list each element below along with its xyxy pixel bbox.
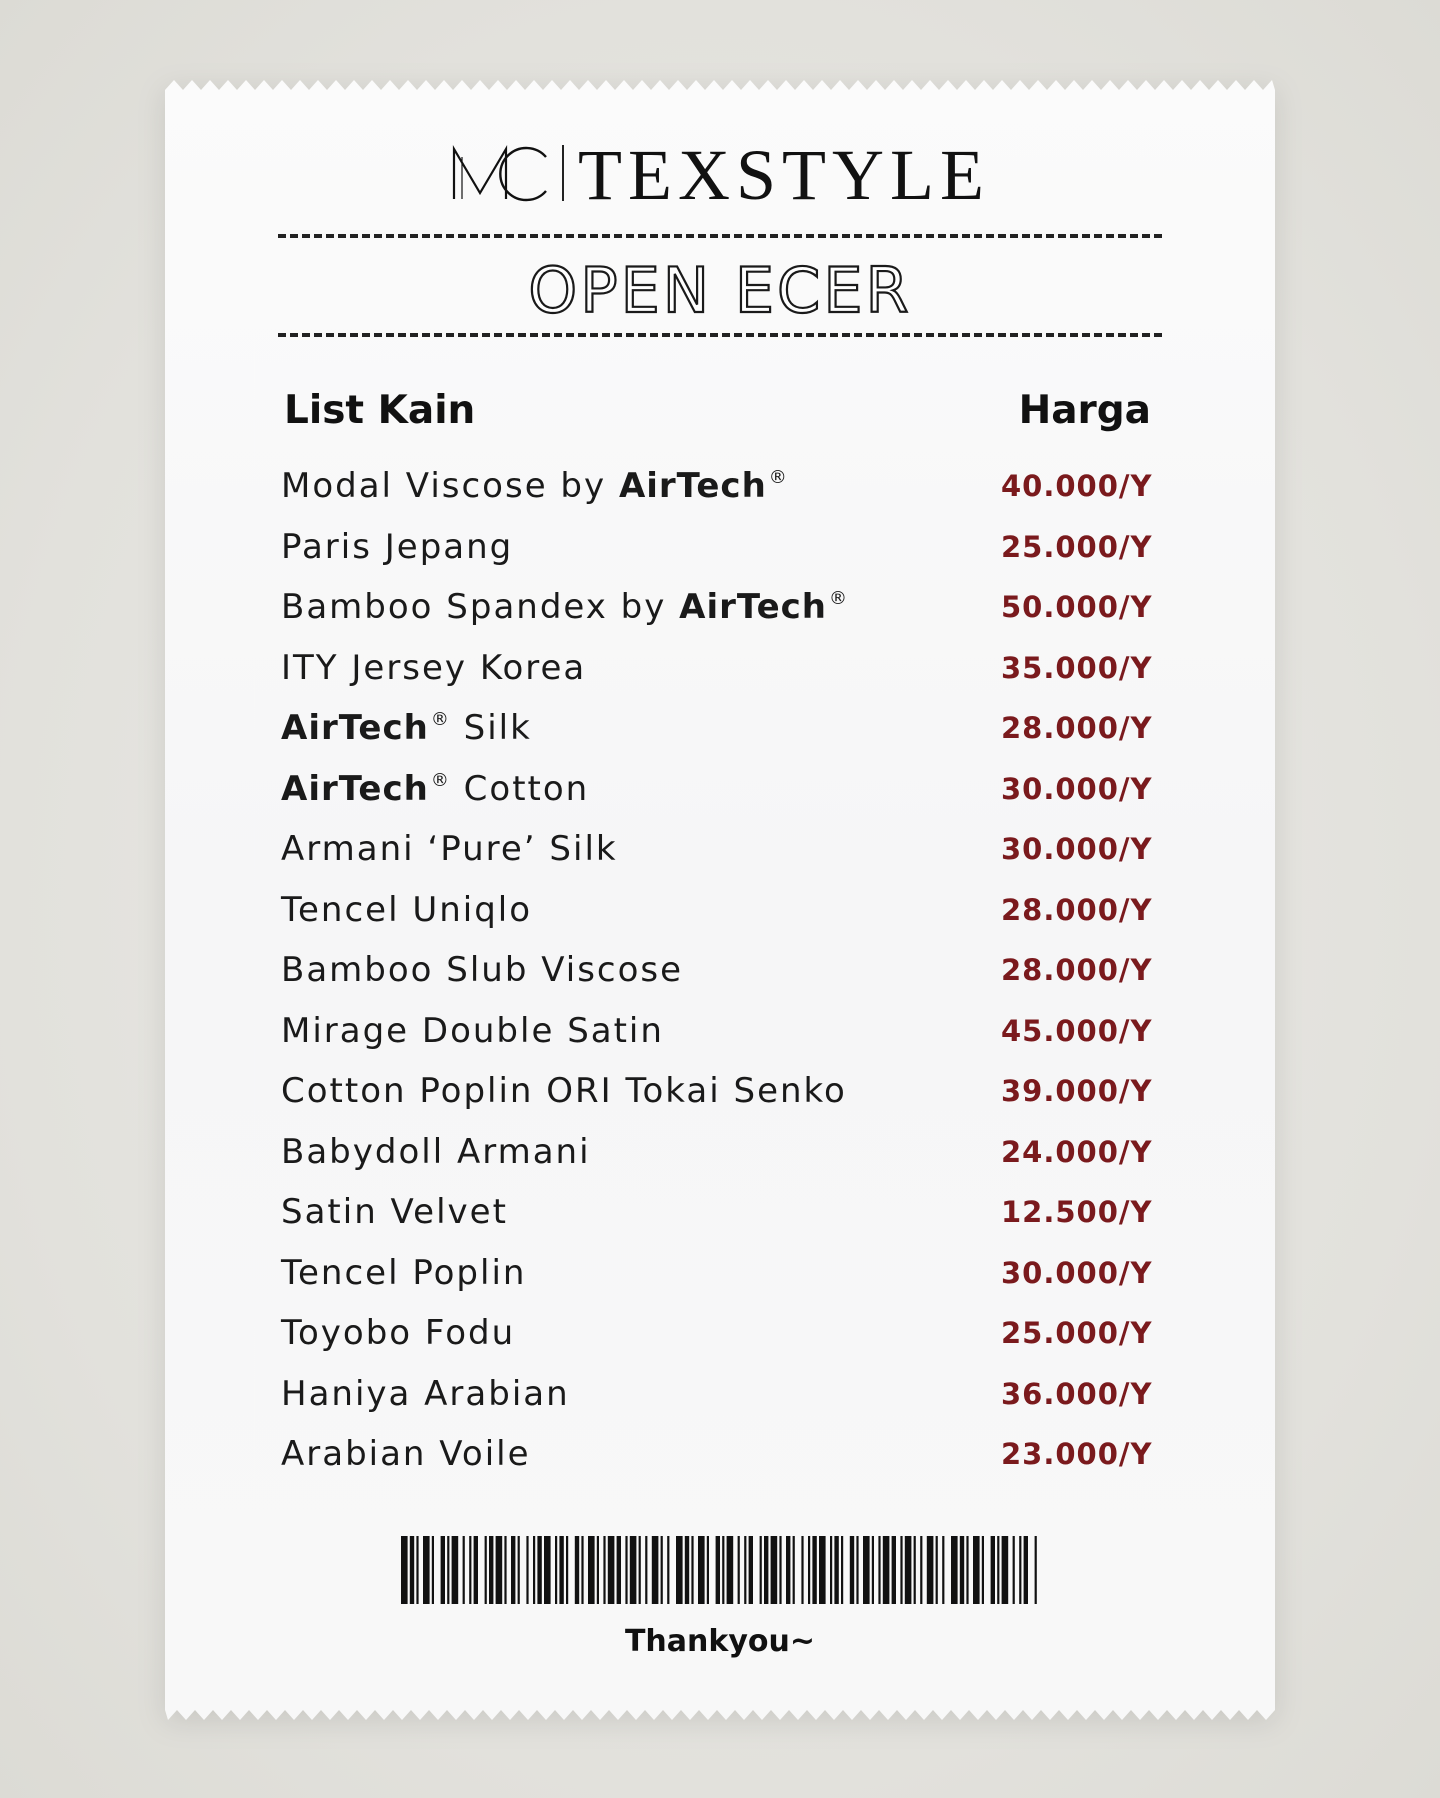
item-price: 39.000/Y <box>1001 1074 1153 1109</box>
barcode-bar <box>401 1536 408 1604</box>
barcode-bar <box>793 1536 795 1604</box>
item-name <box>281 1374 572 1414</box>
brand-name: TEXSTYLE <box>578 134 990 215</box>
barcode-bar <box>786 1536 790 1604</box>
barcode-bar <box>698 1536 705 1604</box>
barcode-bar <box>474 1536 478 1604</box>
item-name <box>281 1132 593 1172</box>
barcode-bar <box>485 1536 487 1604</box>
registered-mark: ® <box>829 588 850 610</box>
barcode-bar <box>982 1536 984 1604</box>
barcode-bar <box>892 1536 896 1604</box>
registered-mark: ® <box>430 709 451 731</box>
item-name <box>281 527 515 567</box>
item-name-text: Arabian Voile <box>281 1434 531 1475</box>
barcode-bar <box>518 1536 520 1604</box>
list-item <box>281 1424 1151 1485</box>
list-item <box>281 940 1151 1001</box>
barcode-bar <box>914 1536 916 1604</box>
item-name <box>281 648 588 688</box>
barcode-bar <box>496 1536 503 1604</box>
barcode-bar <box>1019 1536 1021 1604</box>
price-list <box>281 456 1151 1485</box>
item-name-suffix: Cotton <box>450 768 590 809</box>
item-price: 28.000/Y <box>1001 953 1153 988</box>
barcode-bar <box>863 1536 870 1604</box>
item-price: 45.000/Y <box>1001 1013 1153 1048</box>
item-name <box>281 708 532 748</box>
item-name-text: Toyobo Fodu <box>281 1313 516 1354</box>
barcode-bar <box>779 1536 781 1604</box>
item-name <box>281 829 620 869</box>
item-price: 25.000/Y <box>1001 529 1153 564</box>
barcode-bar <box>625 1536 627 1604</box>
item-brand: AirTech <box>281 768 429 809</box>
item-price: 36.000/Y <box>1001 1376 1153 1411</box>
barcode-bar <box>744 1536 746 1604</box>
item-price: 50.000/Y <box>1001 590 1153 625</box>
column-price-header: Harga <box>1018 387 1151 433</box>
barcode-bar <box>834 1536 838 1604</box>
barcode-bar <box>1002 1536 1009 1604</box>
barcode-bar <box>883 1536 890 1604</box>
column-item-header: List Kain <box>284 387 476 433</box>
item-price: 28.000/Y <box>1001 711 1153 746</box>
barcode-bar <box>727 1536 734 1604</box>
barcode-bar <box>667 1536 669 1604</box>
item-name-text: ITY Jersey Korea <box>281 647 587 688</box>
registered-mark: ® <box>430 769 451 791</box>
item-name <box>281 1192 510 1232</box>
list-item <box>281 517 1151 578</box>
list-item <box>281 880 1151 941</box>
barcode-icon <box>401 1536 1037 1604</box>
barcode-bar <box>608 1536 615 1604</box>
item-price: 30.000/Y <box>1001 771 1153 806</box>
list-item <box>281 1182 1151 1243</box>
barcode-bar <box>526 1536 528 1604</box>
title-text: OPEN ECER <box>528 254 912 326</box>
list-item <box>281 698 1151 759</box>
item-name-text: Modal Viscose by <box>281 466 619 507</box>
item-name-suffix: Silk <box>450 708 532 749</box>
barcode-bar <box>997 1536 999 1604</box>
barcode-bar <box>801 1536 803 1604</box>
barcode-bar <box>588 1536 595 1604</box>
barcode-bar <box>841 1536 843 1604</box>
item-brand: AirTech <box>281 708 429 749</box>
barcode-bar <box>432 1536 434 1604</box>
item-name-text: Babydoll Armani <box>281 1131 591 1172</box>
barcode-bar <box>749 1536 753 1604</box>
item-name-text: Paris Jepang <box>281 526 514 567</box>
barcode-bar <box>566 1536 568 1604</box>
item-name-text: Bamboo Slub Viscose <box>281 950 684 991</box>
item-name-text: Cotton Poplin ORI Tokai Senko <box>281 1071 847 1112</box>
barcode-bar <box>469 1536 471 1604</box>
barcode-bar <box>645 1536 647 1604</box>
barcode-bar <box>927 1536 934 1604</box>
barcode-bar <box>936 1536 938 1604</box>
list-item <box>281 1001 1151 1062</box>
barcode-bar <box>991 1536 995 1604</box>
barcode-bar <box>661 1536 663 1604</box>
barcode-bar <box>760 1536 762 1604</box>
barcode-bar <box>830 1536 832 1604</box>
list-item <box>281 1243 1151 1304</box>
brand-logo <box>165 134 1275 215</box>
dashed-divider-top <box>278 234 1162 238</box>
barcode-bar <box>452 1536 459 1604</box>
item-price: 23.000/Y <box>1001 1437 1153 1472</box>
item-name <box>281 1313 517 1353</box>
barcode-bar <box>819 1536 826 1604</box>
barcode-bar <box>463 1536 465 1604</box>
item-name-text: Tencel Poplin <box>281 1252 527 1293</box>
list-item <box>281 1122 1151 1183</box>
barcode-bar <box>617 1536 621 1604</box>
item-price: 35.000/Y <box>1001 650 1153 685</box>
barcode-bar <box>597 1536 599 1604</box>
list-item <box>281 1303 1151 1364</box>
barcode-bar <box>603 1536 605 1604</box>
barcode-bar <box>533 1536 535 1604</box>
barcode-bar <box>966 1536 968 1604</box>
barcode-bar <box>960 1536 964 1604</box>
item-name <box>281 1253 528 1293</box>
list-item <box>281 759 1151 820</box>
item-name-text: Armani ‘Pure’ Silk <box>281 829 618 870</box>
barcode-bar <box>771 1536 778 1604</box>
barcode-bar <box>812 1536 816 1604</box>
barcode-bar <box>691 1536 693 1604</box>
barcode-bar <box>447 1536 449 1604</box>
item-name-text: Mirage Double Satin <box>281 1010 664 1051</box>
barcode-bar <box>764 1536 768 1604</box>
barcode-bar <box>808 1536 810 1604</box>
list-item <box>281 638 1151 699</box>
logo-separator <box>562 145 564 201</box>
barcode-bar <box>872 1536 874 1604</box>
barcode-bar <box>511 1536 515 1604</box>
item-name <box>281 1434 533 1474</box>
item-price: 40.000/Y <box>1001 469 1153 504</box>
item-price: 25.000/Y <box>1001 1316 1153 1351</box>
barcode-bar <box>973 1536 980 1604</box>
item-name-text: Haniya Arabian <box>281 1373 570 1414</box>
barcode-bar <box>410 1536 414 1604</box>
item-name-text: Satin Velvet <box>281 1192 508 1233</box>
barcode-bar <box>942 1536 944 1604</box>
barcode-bar <box>738 1536 740 1604</box>
item-price: 24.000/Y <box>1001 1134 1153 1169</box>
list-header <box>284 385 1151 435</box>
page-title <box>165 250 1275 326</box>
item-name <box>281 769 589 809</box>
barcode-bar <box>1013 1536 1015 1604</box>
item-name <box>281 1071 849 1111</box>
barcode-bar <box>920 1536 922 1604</box>
item-price: 28.000/Y <box>1001 892 1153 927</box>
barcode-bar <box>504 1536 506 1604</box>
list-item <box>281 577 1151 638</box>
barcode-bar <box>900 1536 902 1604</box>
receipt <box>165 80 1275 1720</box>
barcode-bar <box>707 1536 709 1604</box>
barcode-bar <box>544 1536 551 1604</box>
barcode-bar <box>716 1536 720 1604</box>
item-name <box>281 466 789 506</box>
barcode-bar <box>575 1536 579 1604</box>
barcode-bar <box>537 1536 541 1604</box>
registered-mark: ® <box>768 467 789 489</box>
barcode-bar <box>1024 1536 1028 1604</box>
barcode-bar <box>581 1536 583 1604</box>
list-item <box>281 456 1151 517</box>
item-price: 30.000/Y <box>1001 1255 1153 1290</box>
mc-monogram-icon <box>450 143 550 203</box>
barcode-bar <box>676 1536 683 1604</box>
barcode-bar <box>555 1536 557 1604</box>
item-name <box>281 890 534 930</box>
barcode-bar <box>416 1536 418 1604</box>
barcode-bar <box>878 1536 880 1604</box>
item-name-text: Bamboo Spandex by <box>281 587 680 628</box>
item-name <box>281 1011 666 1051</box>
barcode-bar <box>951 1536 958 1604</box>
barcode-bar <box>685 1536 689 1604</box>
dashed-divider-bottom <box>278 333 1162 337</box>
barcode-bar <box>722 1536 724 1604</box>
barcode-bar <box>652 1536 659 1604</box>
barcode-bar <box>850 1536 854 1604</box>
item-name <box>281 587 849 627</box>
barcode-bar <box>905 1536 912 1604</box>
item-name-text: Tencel Uniqlo <box>281 889 533 930</box>
list-item <box>281 819 1151 880</box>
barcode-bar <box>559 1536 563 1604</box>
barcode-bar <box>1035 1536 1037 1604</box>
item-brand: AirTech <box>618 466 767 507</box>
item-brand: AirTech <box>679 587 828 628</box>
barcode-bar <box>630 1536 637 1604</box>
barcode-bar <box>441 1536 445 1604</box>
item-price: 30.000/Y <box>1001 832 1153 867</box>
list-item <box>281 1364 1151 1425</box>
item-price: 12.500/Y <box>1001 1195 1153 1230</box>
thanks-footer: Thankyou~ <box>624 1624 816 1659</box>
list-item <box>281 1061 1151 1122</box>
item-name <box>281 950 685 990</box>
barcode-bar <box>489 1536 493 1604</box>
barcode-bar <box>639 1536 641 1604</box>
barcode-bar <box>856 1536 858 1604</box>
barcode-bar <box>423 1536 430 1604</box>
